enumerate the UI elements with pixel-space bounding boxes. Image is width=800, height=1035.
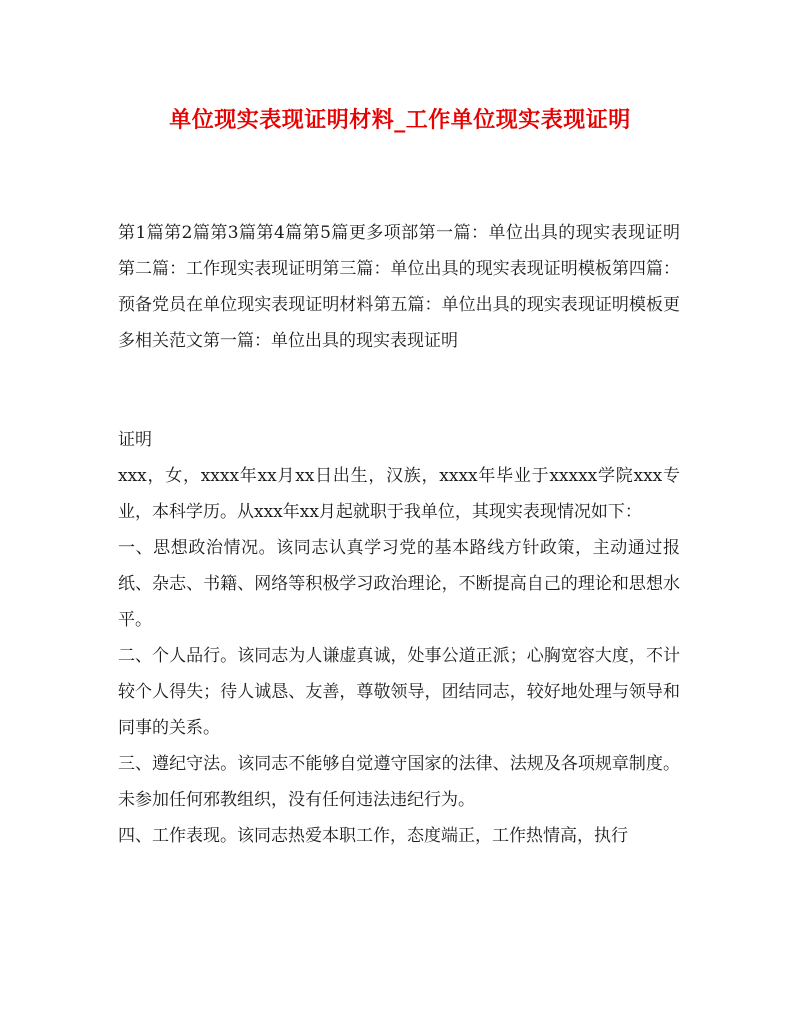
body-paragraph: 二、个人品行。该同志为人谦虚真诚，处事公道正派；心胸宽容大度，不计较个人得失；待人诚恳、友善，尊敬领导，团结同志，较好地处理与领导和同事的关系。 bbox=[118, 646, 680, 738]
document-body bbox=[118, 422, 680, 854]
intro-paragraph: 第1篇第2篇第3篇第4篇第5篇更多项部第一篇：单位出具的现实表现证明第二篇：工作现实表现证明第三篇：单位出具的现实表现证明模板第四篇：预备党员在单位现实表现证明材料第五篇：单位出具的现实表现证明模板更多相关范文第一篇：单位出具的现实表现证明 bbox=[118, 223, 680, 351]
body-paragraph: 四、工作表现。该同志热爱本职工作，态度端正，工作热情高，执行 bbox=[118, 826, 628, 846]
section-heading: 证明 bbox=[118, 430, 152, 450]
body-paragraph: 三、遵纪守法。该同志不能够自觉遵守国家的法律、法规及各项规章制度。未参加任何邪教组织，没有任何违法违纪行为。 bbox=[118, 754, 680, 810]
document-title: 单位现实表现证明材料_工作单位现实表现证明 bbox=[169, 107, 631, 133]
body-paragraph: xxx，女，xxxx年xx月xx日出生，汉族，xxxx年毕业于xxxxx学院xxx专业，本科学历。从xxx年xx月起就职于我单位，其现实表现情况如下： bbox=[118, 466, 680, 522]
body-paragraph: 一、思想政治情况。该同志认真学习党的基本路线方针政策，主动通过报纸、杂志、书籍、网络等积极学习政治理论，不断提高自己的理论和思想水平。 bbox=[118, 538, 680, 630]
